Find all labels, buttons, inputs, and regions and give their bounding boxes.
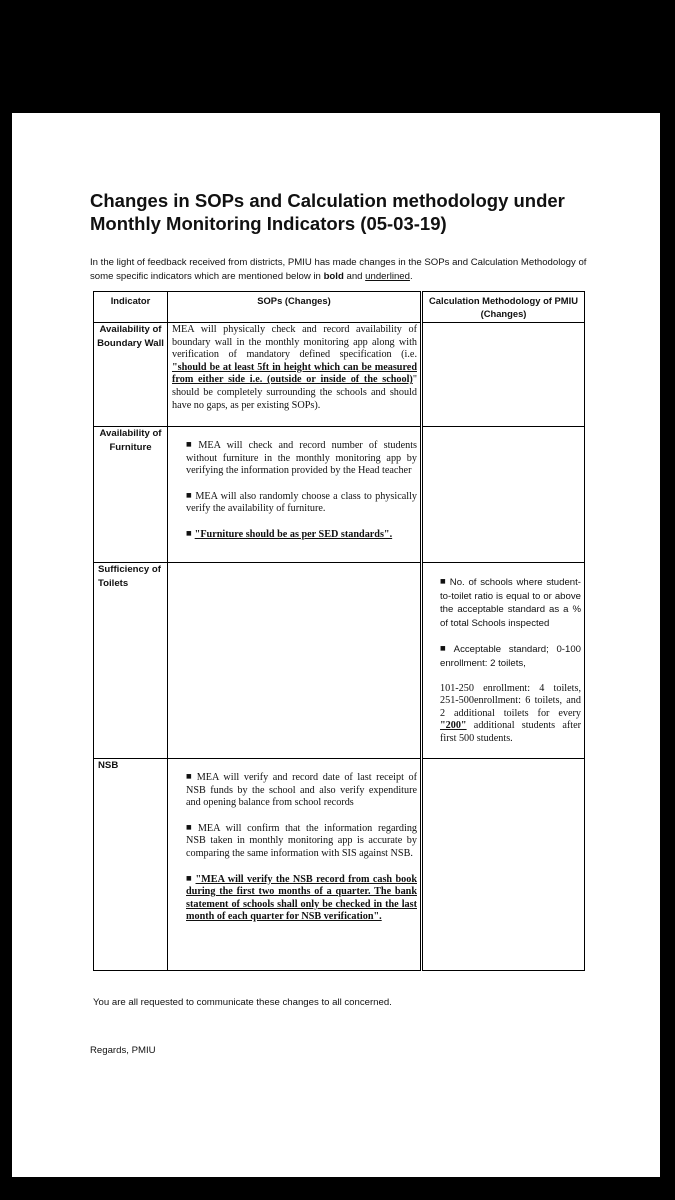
sop-emphasis: "should be at least 5ft in height which can be measured from either side i.e. (outside or inside of the school): [172, 361, 417, 386]
sop-cell: [168, 427, 422, 563]
calc-cell: [422, 427, 585, 563]
sop-cell: [168, 759, 422, 971]
list-item-text: MEA will check and record number of students without furniture in the monthly monitoring app by verifying the information provided by the Head teacher: [186, 440, 417, 477]
intro-text-3: .: [409, 270, 413, 282]
sop-text: MEA will physically check and record availability of boundary wall in the monthly monitoring app along with verification of mandatory defined specification (i.e.: [172, 324, 417, 361]
table-row: [94, 759, 585, 971]
closing-statement: You are all requested to communicate these changes to all concerned.: [93, 997, 392, 1008]
table-row: [94, 563, 585, 759]
list-item-text: "Furniture should be as per SED standards".: [194, 528, 393, 540]
list-item-text: MEA will verify and record date of last receipt of NSB funds by the school and also verify expenditure and opening balance from school records: [186, 772, 417, 809]
bullet-icon: ■: [186, 823, 195, 831]
calc-cell: [422, 563, 585, 759]
document-title: Changes in SOPs and Calculation methodology under Monthly Monitoring Indicators (05-03-19): [90, 190, 565, 234]
header-indicator: Indicator: [94, 292, 168, 323]
bullet-icon: ■: [186, 491, 193, 499]
table-row: [94, 427, 585, 563]
calc-cell: [422, 323, 585, 427]
emphasis-number: "200": [440, 720, 467, 732]
bullet-icon: ■: [186, 441, 196, 448]
list-item: [440, 575, 581, 630]
list-item-text: additional students after first 500 students.: [440, 720, 581, 744]
intro-text-2: and: [343, 270, 366, 282]
sop-changes-table: [93, 291, 585, 971]
indicator-cell: NSB: [94, 759, 168, 971]
list-item: [440, 642, 581, 670]
list-item-text: Acceptable standard; 0-100 enrollment: 2 toilets,: [440, 644, 581, 669]
list-item: [186, 873, 417, 924]
list-item: [186, 528, 417, 542]
list-item-text: "MEA will verify the NSB record from cash book during the first two months of a quarter. The bank statement of schools shall only be checked in the last month of each quarter for NSB verification".: [186, 873, 417, 923]
bullet-icon: ■: [186, 874, 193, 882]
header-sops: SOPs (Changes): [168, 292, 422, 323]
bullet-icon: ■: [186, 773, 194, 780]
intro-text-1: In the light of feedback received from districts, PMIU has made changes in the SOPs and Calculation Methodology of some specific indicators which are mentioned below in: [90, 257, 587, 282]
bullet-icon: ■: [440, 645, 451, 653]
list-item: [440, 683, 581, 746]
list-item-text: MEA will also randomly choose a class to physically verify the availability of furniture.: [186, 490, 417, 515]
bullet-icon: ■: [440, 578, 447, 585]
header-calc-methodology: Calculation Methodology of PMIU (Changes): [422, 292, 585, 323]
list-item-text: No. of schools where student-to-toilet ratio is equal to or above the acceptable standard as a % of total Schools inspected: [440, 577, 582, 629]
sop-cell: [168, 323, 422, 427]
intro-bold-word: bold: [323, 270, 344, 282]
indicator-cell: Sufficiency of Toilets: [94, 563, 168, 759]
sop-text: " should be completely surrounding the schools and should have no gaps, as per existing SOPs).: [172, 374, 417, 411]
indicator-cell: Availability of Furniture: [94, 427, 168, 563]
list-item: [186, 771, 417, 810]
list-item-text: MEA will confirm that the information regarding NSB taken in monthly monitoring app is accurate by comparing the same information with SIS against NSB.: [186, 822, 418, 859]
sop-cell: [168, 563, 422, 759]
calc-cell: [422, 759, 585, 971]
list-item: [186, 822, 417, 861]
list-item-text: 101-250 enrollment: 4 toilets, 251-500enrollment: 6 toilets, and 2 additional toilets for every: [440, 682, 581, 719]
indicator-cell: Availability of Boundary Wall: [94, 323, 168, 427]
document-page: [12, 113, 660, 1177]
intro-underlined-word: underlined: [365, 270, 410, 282]
table-header-row: [94, 292, 585, 323]
intro-paragraph: [90, 256, 588, 283]
list-item: [186, 439, 417, 478]
signoff: Regards, PMIU: [90, 1045, 156, 1056]
table-row: [94, 323, 585, 427]
bullet-icon: ■: [186, 529, 192, 537]
list-item: [186, 490, 417, 516]
